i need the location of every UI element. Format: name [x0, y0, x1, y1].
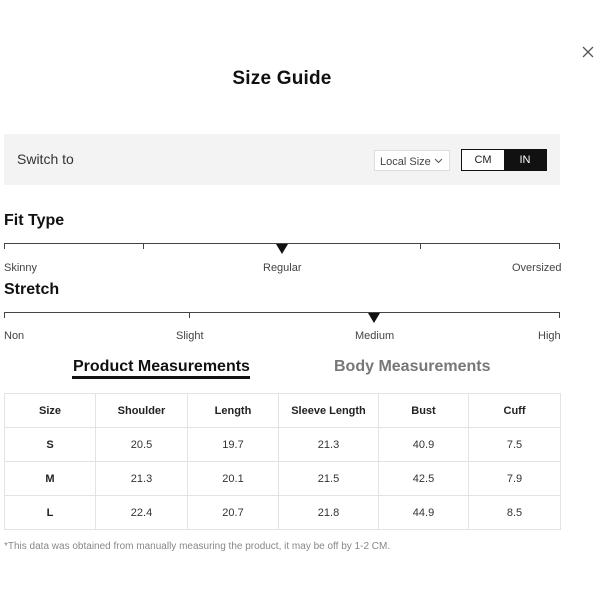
table-header-row	[5, 394, 561, 428]
stretch-label-slight: Slight	[176, 330, 204, 342]
table-cell: 21.8	[279, 496, 379, 530]
stretch-label-non: Non	[4, 330, 25, 342]
table-cell: 21.3	[279, 428, 379, 462]
chevron-down-icon	[434, 155, 443, 167]
column-header: Sleeve Length	[279, 394, 379, 428]
column-header: Size	[5, 394, 96, 428]
scale-tick	[4, 312, 5, 318]
scale-tick	[559, 312, 560, 318]
table-cell: 21.5	[279, 462, 379, 496]
scale-tick	[4, 243, 5, 249]
stretch-marker	[368, 313, 380, 323]
column-header: Cuff	[469, 394, 561, 428]
table-cell: 20.5	[96, 428, 188, 462]
measurement-table	[4, 393, 561, 530]
tab-product-measurements[interactable]: Product Measurements	[73, 358, 250, 375]
local-size-dropdown[interactable]	[374, 150, 450, 171]
fit-label-skinny: Skinny	[4, 262, 38, 274]
unit-in-button[interactable]: IN	[504, 150, 546, 170]
table-cell: 8.5	[469, 496, 561, 530]
unit-switch-bar	[4, 134, 560, 185]
scale-tick	[143, 243, 144, 249]
fit-type-marker	[276, 244, 288, 254]
active-tab-underline	[72, 376, 250, 379]
stretch-label-high: High	[538, 330, 561, 342]
column-header: Shoulder	[96, 394, 188, 428]
stretch-label-medium: Medium	[355, 330, 395, 342]
table-cell: 7.9	[469, 462, 561, 496]
fit-type-heading: Fit Type	[4, 212, 65, 229]
switch-label: Switch to	[17, 151, 74, 167]
column-header: Bust	[379, 394, 469, 428]
table-cell: 40.9	[379, 428, 469, 462]
column-header: Length	[188, 394, 279, 428]
table-cell: 42.5	[379, 462, 469, 496]
unit-cm-button[interactable]: CM	[462, 150, 504, 170]
table-cell: 44.9	[379, 496, 469, 530]
table-cell: 20.7	[188, 496, 279, 530]
stretch-heading: Stretch	[4, 281, 60, 298]
table-row	[5, 428, 561, 462]
table-row	[5, 496, 561, 530]
table-cell: 7.5	[469, 428, 561, 462]
close-icon[interactable]	[578, 42, 598, 62]
fit-label-oversized: Oversized	[512, 262, 562, 274]
table-cell: 21.3	[96, 462, 188, 496]
table-cell: 22.4	[96, 496, 188, 530]
table-cell-size: M	[5, 462, 96, 496]
table-cell-size: S	[5, 428, 96, 462]
unit-toggle	[461, 149, 547, 171]
tab-body-measurements[interactable]: Body Measurements	[334, 358, 491, 375]
local-size-label: Local Size	[380, 156, 431, 168]
modal-title: Size Guide	[232, 68, 332, 89]
scale-tick	[559, 243, 560, 249]
scale-tick	[420, 243, 421, 249]
fit-label-regular: Regular	[263, 262, 302, 274]
stretch-scale	[4, 312, 560, 313]
measurement-note: *This data was obtained from manually measuring the product, it may be off by 1-2 CM.	[4, 541, 391, 552]
table-cell-size: L	[5, 496, 96, 530]
table-cell: 19.7	[188, 428, 279, 462]
scale-tick	[189, 312, 190, 318]
table-row	[5, 462, 561, 496]
table-cell: 20.1	[188, 462, 279, 496]
